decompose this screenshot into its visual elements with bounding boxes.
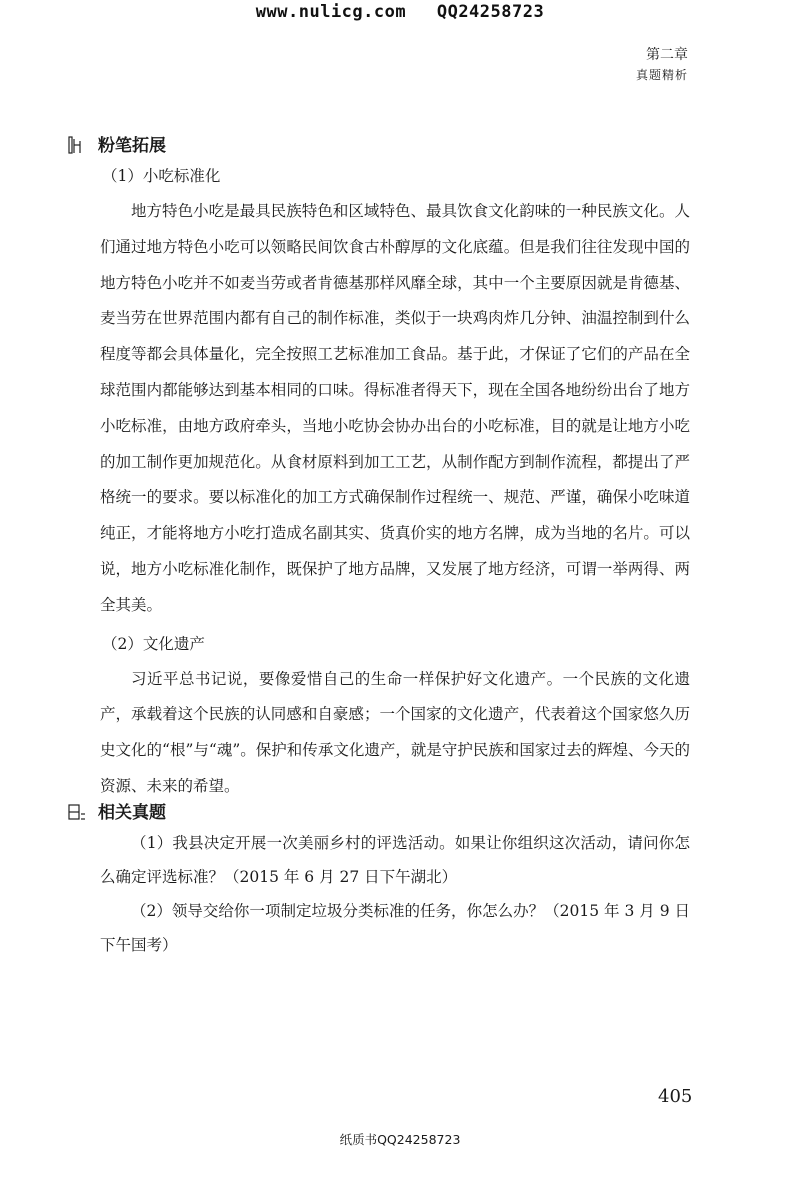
item1-paragraph: 地方特色小吃是最具民族特色和区域特色、最具饮食文化韵味的一种民族文化。人们通过地方特色小吃可以领略民间饮食古朴醇厚的文化底蕴。但是我们往往发现中国的地方特色小吃并不如麦当劳或者肯德基那样风靡全球，其中一个主要原因就是肯德基、麦当劳在世界范围内都有自己的制作标准，类似于一块鸡肉炸几分钟、油温控制到什么程度等都会具体量化，完全按照工艺标准加工食品。基于此，才保证了它们的产品在全球范围内都能够达到基本相同的口味。得标准者得天下，现在全国各地纷纷出台了地方小吃标准，由地方政府牵头，当地小吃协会协办出台的小吃标准，目的就是让地方小吃的加工制作更加规范化。从食材原料到加工工艺，从制作配方到制作流程，都提出了严格统一的要求。要以标准化的加工方式确保制作过程统一、规范、严谨，确保小吃味道纯正，才能将地方小吃打造成名副其实、货真价实的地方名牌，成为当地的名片。可以说，地方小吃标准化制作，既保护了地方品牌，又发展了地方经济，可谓一举两得、两全其美。 <box>100 202 690 614</box>
item2-heading: （2）文化遗产 <box>102 634 205 653</box>
chapter-subtitle: 真题精析 <box>635 68 688 82</box>
question-book-icon <box>68 802 86 820</box>
bottom-watermark: 纸质书QQ24258723 <box>339 1132 461 1147</box>
page-number: 405 <box>658 1086 693 1107</box>
bookmark-icon <box>68 135 86 153</box>
question-1: （1）我县决定开展一次美丽乡村的评选活动。如果让你组织这次活动，请问你怎么确定评选标准？（2015 年 6 月 27 日下午湖北） <box>100 834 690 886</box>
chapter-label: 第二章 <box>646 47 688 63</box>
watermark-site: www.nulicg.com <box>255 2 407 22</box>
section-title-related <box>68 798 166 823</box>
item1-heading: （1）小吃标准化 <box>102 167 221 185</box>
top-watermark <box>0 2 800 22</box>
section-title-text: 相关真题 <box>98 803 166 823</box>
watermark-qq: QQ24258723 <box>436 2 545 22</box>
question-2: （2）领导交给你一项制定垃圾分类标准的任务，你怎么办？（2015 年 3 月 9 日下午国考） <box>100 902 690 954</box>
item2-paragraph: 习近平总书记说，要像爱惜自己的生命一样保护好文化遗产。一个民族的文化遗产，承载着这个民族的认同感和自豪感；一个国家的文化遗产，代表着这个国家悠久历史文化的“根”与“魂”。保护和传承文化遗产，就是守护民族和国家过去的辉煌、今天的资源、未来的希望。 <box>100 669 690 795</box>
chapter-header <box>636 45 688 85</box>
section-title-text: 粉笔拓展 <box>98 136 166 156</box>
section2-body <box>100 826 690 962</box>
section-title-extension <box>68 131 166 156</box>
section1-body <box>100 158 690 805</box>
